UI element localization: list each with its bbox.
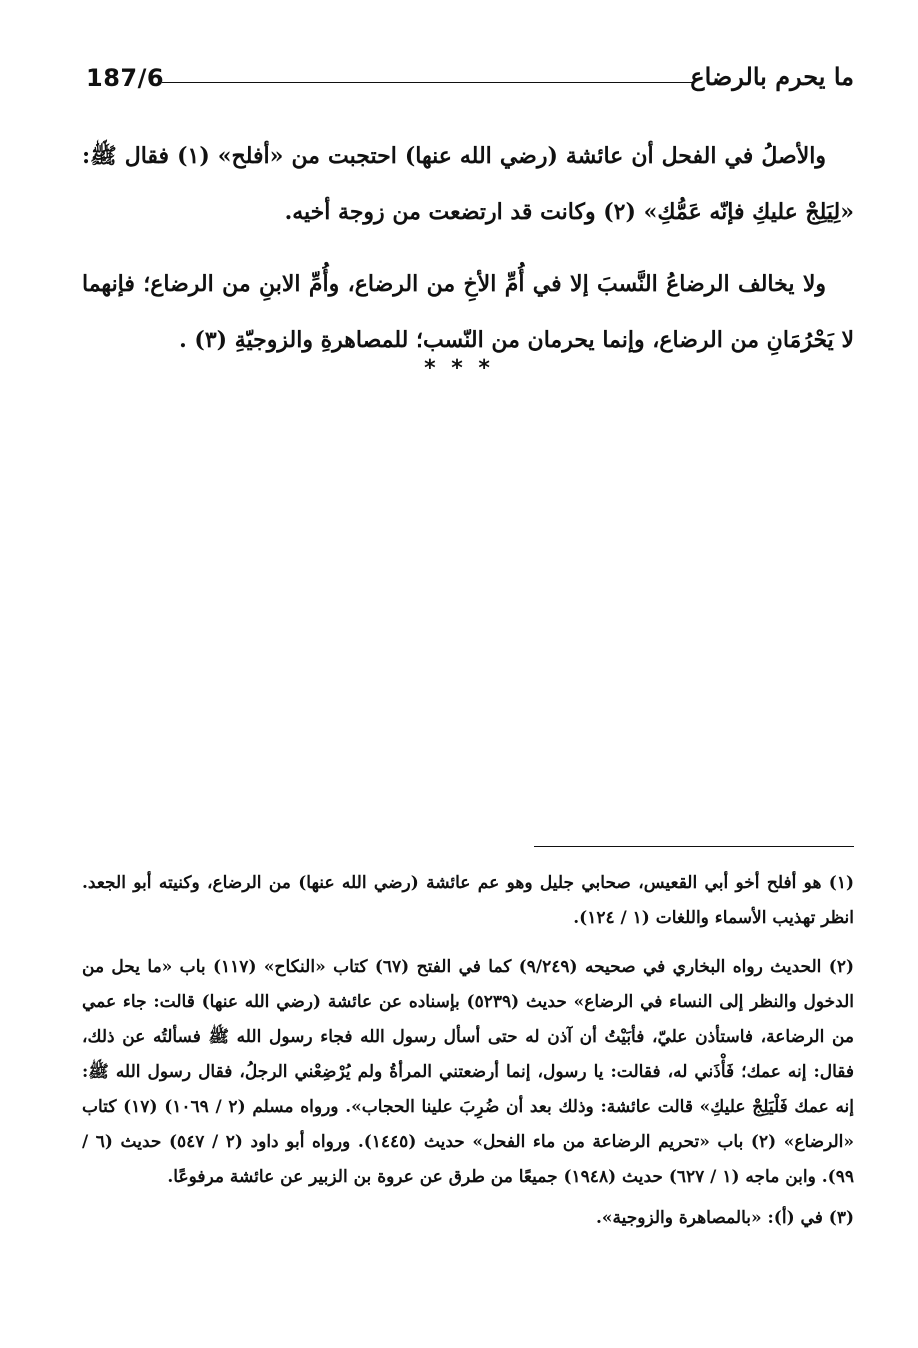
footnote-3: (٣) في (أ): «بالمصاهرة والزوجية». xyxy=(595,1208,854,1228)
page-number: 187/6 xyxy=(86,64,165,92)
header-rule xyxy=(162,82,694,83)
footnotes xyxy=(82,866,854,1250)
running-title: ما يحرم بالرضاع xyxy=(690,62,854,91)
footnote-rule xyxy=(534,846,854,847)
section-separator: * * * xyxy=(424,356,494,381)
footnote-2: (٢) الحديث رواه البخاري في صحيحه (٩/٢٤٩) كما في الفتح (٦٧) كتاب «النكاح» (١١٧) باب «ما يحل من الدخول والنظر إلى النساء في الرضاع» حديث (٥٢٣٩) بإسناده عن عائشة (رضي الله عنها) قالت: جاء عمي من الرضاعة، فاستأذن عليّ، فأبَيْتُ أن آذن له حتى أسأل رسول الله فجاء رسول الله ﷺ فسألتُه عن ذلك، فقال: إنه عمك؛ فَأْذَني له، فقالت: يا رسول، إنما أرضعتني المرأةُ ولم يُرْضِعْني الرجلُ، فقال رسول الله ﷺ: إنه عمك فَلْيَلِجْ عليكِ» قالت عائشة: وذلك بعد أن ضُرِبَ علينا الحجاب». ورواه مسلم (٢ / ١٠٦٩) (١٧) كتاب «الرضاع» (٢) باب «تحريم الرضاعة من ماء الفحل» حديث (١٤٤٥). ورواه أبو داود (٢ / ٥٤٧) حديث (٦ / ٩٩). وابن ماجه (١ / ٦٢٧) حديث (١٩٤٨) جميعًا من طرق عن عروة بن الزبير عن عائشة مرفوعًا. xyxy=(82,957,855,1187)
paragraph-1: والأصلُ في الفحل أن عائشة (رضي الله عنها) احتجبت من «أفلح» (١) فقال ﷺ: «لِيَلِجْ عليكِ فإنّه عَمُّكِ» (٢) وكانت قد ارتضعت من زوجة أخيه. xyxy=(82,143,854,225)
main-text xyxy=(82,128,854,384)
footnote-1: (١) هو أفلح أخو أبي القعيس، صحابي جليل وهو عم عائشة (رضي الله عنها) من الرضاع، وكنيته أبو الجعد. انظر تهذيب الأسماء واللغات (١ / ١٢٤). xyxy=(82,873,854,928)
page-header xyxy=(82,62,854,98)
paragraph-2: ولا يخالف الرضاعُ النَّسبَ إلا في أُمِّ الأخِ من الرضاع، وأُمِّ الابنِ من الرضاع؛ فإنهما لا يَحْرُمَانِ من الرضاع، وإنما يحرمان من النّسب؛ للمصاهرةِ والزوجيّةِ (٣) . xyxy=(82,271,854,353)
